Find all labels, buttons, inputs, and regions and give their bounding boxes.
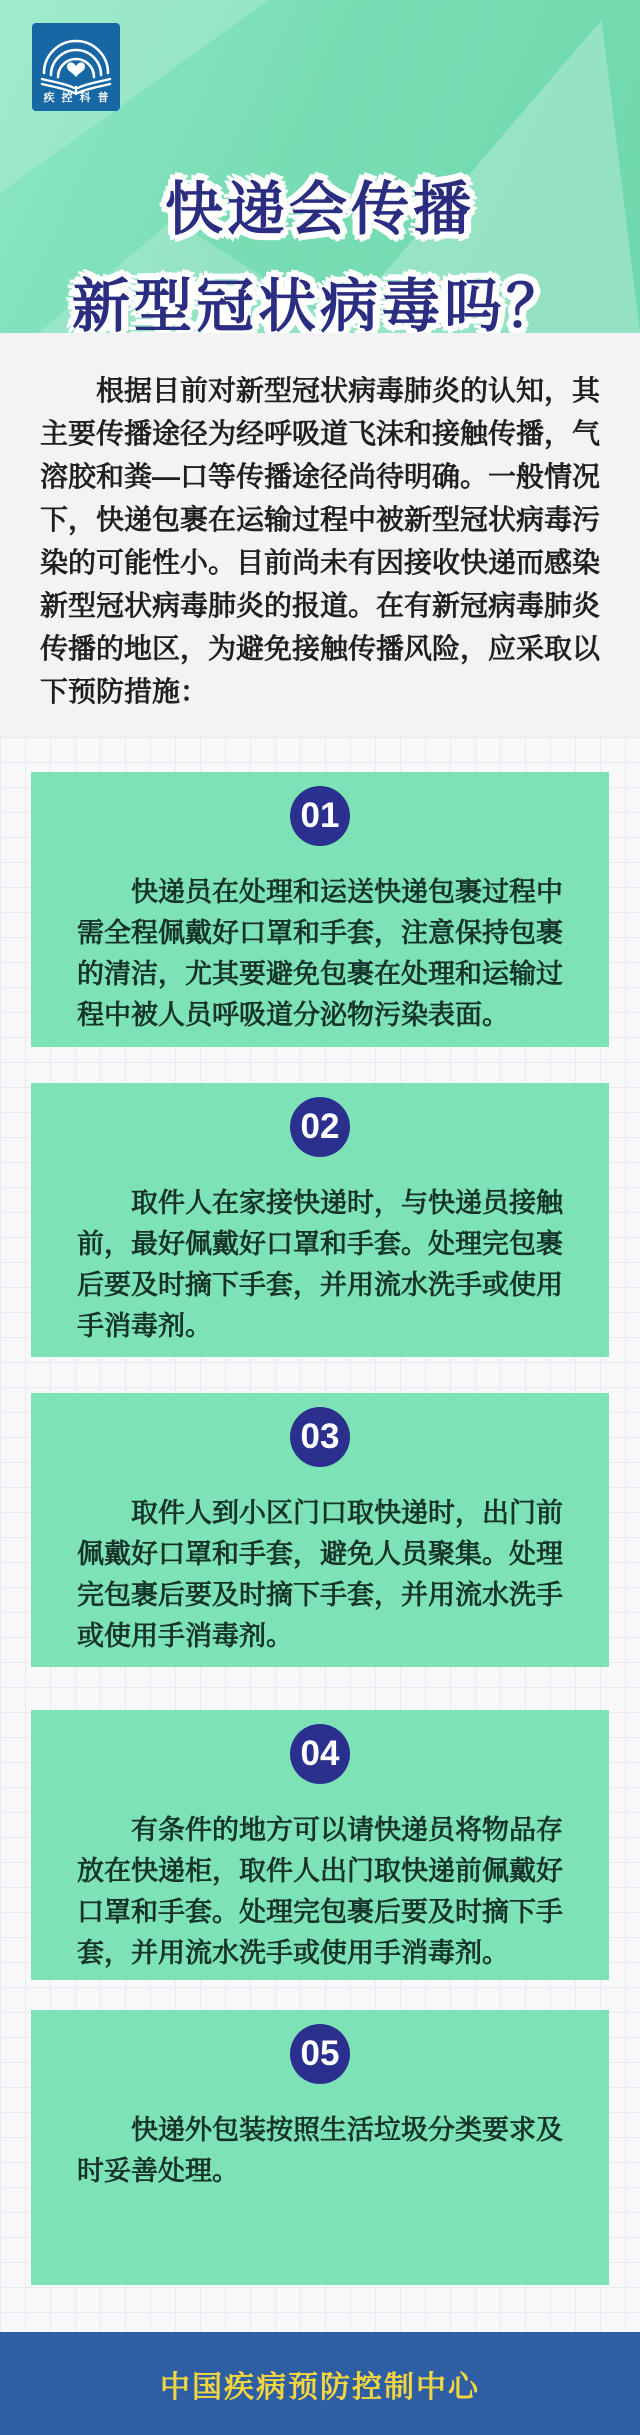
measure-card-5 [31,2010,609,2285]
step-text: 快递员在处理和运送快递包裹过程中需全程佩戴好口罩和手套，注意保持包裹的清洁，尤其要避免包裹在处理和运输过程中被人员呼吸道分泌物污染表面。 [77,877,563,1030]
step-text: 有条件的地方可以请快递员将物品存放在快递柜，取件人出门取快递前佩戴好口罩和手套。处理完包裹后要及时摘下手套，并用流水洗手或使用手消毒剂。 [77,1815,563,1968]
step-text: 快递外包装按照生活垃圾分类要求及时妥善处理。 [77,2115,563,2186]
step-number-badge: 02 [290,1097,350,1157]
footer [0,2332,640,2435]
measure-card-3 [31,1393,609,1667]
intro-paragraph: 根据目前对新型冠状病毒肺炎的认知，其主要传播途径为经呼吸道飞沫和接触传播，气溶胶和粪—口等传播途径尚待明确。一般情况下，快递包裹在运输过程中被新型冠状病毒污染的可能性小。目前尚未有因接收快递而感染新型冠状病毒肺炎的报道。在有新冠病毒肺炎传播的地区，为避免接触传播风险，应采取以下预防措施： [40,375,601,707]
measure-card-1 [31,772,609,1047]
measure-card-4 [31,1710,609,1980]
title-line-2: 新型冠状病毒吗？ [71,273,568,333]
step-text: 取件人到小区门口取快递时，出门前佩戴好口罩和手套，避免人员聚集。处理完包裹后要及时摘下手套，并用流水洗手或使用手消毒剂。 [77,1498,563,1651]
step-number-badge: 03 [290,1407,350,1467]
footer-org-name: 中国疾病预防控制中心 [160,2370,480,2404]
intro-section [0,333,640,737]
step-text: 取件人在家接快递时，与快递员接触前，最好佩戴好口罩和手套。处理完包裹后要及时摘下手套，并用流水洗手或使用手消毒剂。 [77,1188,563,1341]
step-number-badge: 01 [290,786,350,846]
step-number-badge: 05 [290,2024,350,2084]
logo-caption: 疾控科普 [43,92,116,104]
measures-section [0,737,640,2332]
cdc-logo [32,23,120,111]
step-number-badge: 04 [290,1724,350,1784]
page-title [0,161,640,333]
title-line-1: 快递会传播 [164,176,475,242]
header [0,0,640,333]
measure-card-2 [31,1083,609,1357]
